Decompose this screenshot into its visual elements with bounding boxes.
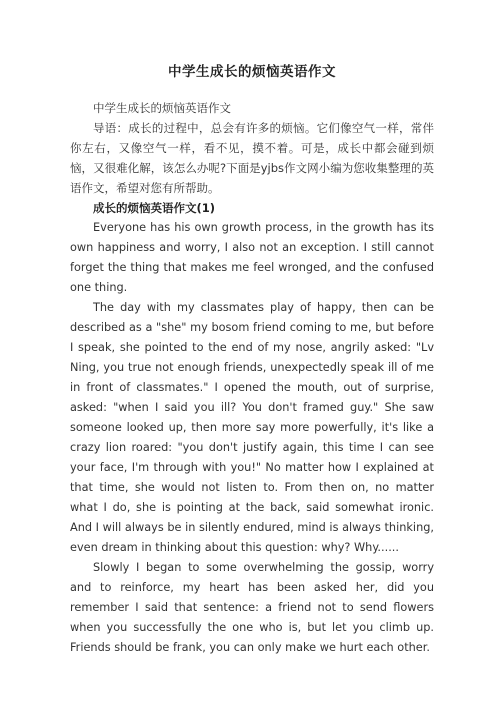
body-paragraph-2: The day with my classmates play of happy, then can be described as a "she" my bosom friend coming to me, but before I speak, she pointed to the end of my nose, angrily asked: "Lv Ning, you true not enough friends, unexpectedly speak ill of me in front of classmates." I opened the mouth, out of surprise, asked: "when I said you ill? You don't framed guy." She saw someone looked up, then more say more powerfully, it's like a crazy lion roared: "you don't justify again, this time I can see your face, I'm through with you!" No matter how I explained at that time, she would not listen to. From then on, no matter what I do, she is pointing at the back, said somewhat ironic. And I will always be in silently endured, mind is always thinking, even dream in thinking about this question: why? Why...... xyxy=(70,301,434,554)
document-subtitle: 中学生成长的烦恼英语作文 xyxy=(93,101,231,115)
intro-paragraph: 导语：成长的过程中，总会有许多的烦恼。它们像空气一样，常伴你左右，又像空气一样，看不见，摸不着。可是，成长中都会碰到烦恼，又很难化解，该怎么办呢?下面是yjbs作文网小编为您收集整理的英语作文，希望对您有所帮助。 xyxy=(70,121,434,195)
document-title: 中学生成长的烦恼英语作文 xyxy=(168,64,336,80)
body-paragraph-3: Slowly I began to some overwhelming the gossip, worry and to reinforce, my heart has been asked her, did you remember I said that sentence: a friend not to send flowers when you successfully the one who is, but let you climb up. Friends should be frank, you can only make we hurt each other. xyxy=(70,561,434,654)
section-heading: 成长的烦恼英语作文(1) xyxy=(93,201,216,215)
body-paragraph-1: Everyone has his own growth process, in the growth has its own happiness and worry, I also not an exception. I still cannot forget the thing that makes me feel wronged, and the confused one thing. xyxy=(70,221,434,294)
